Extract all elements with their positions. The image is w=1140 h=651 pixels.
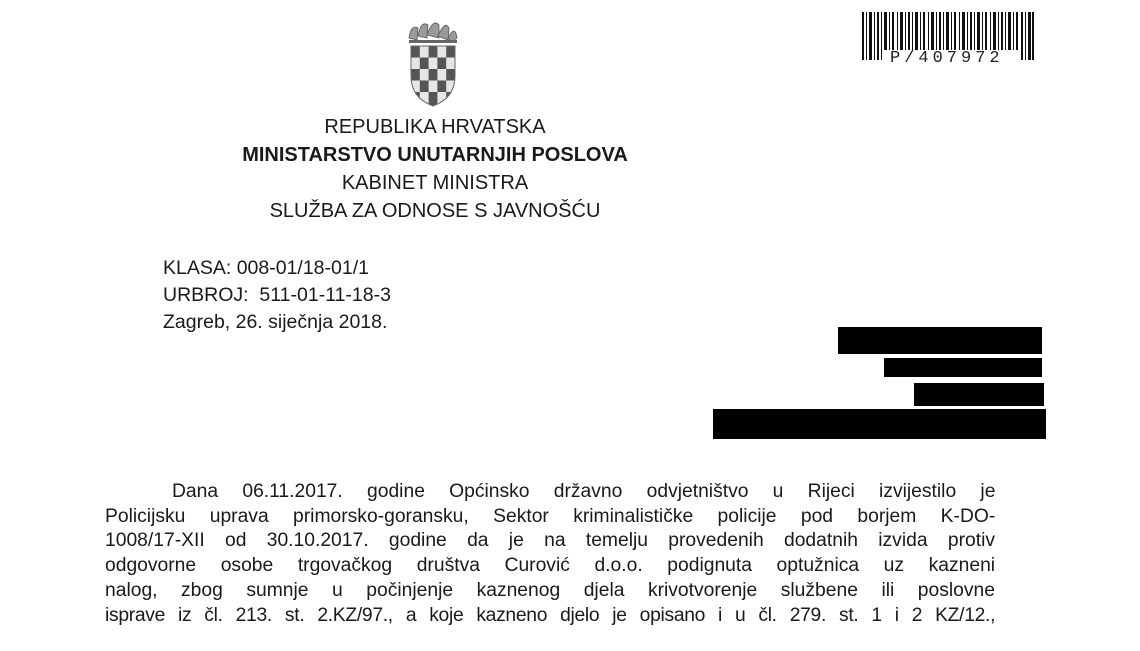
body-line: isprave iz čl. 213. st. 2.KZ/97., a koje kazneno djelo je opisano i u čl. 279. st. 1 i 2 KZ/12., xyxy=(105,604,996,626)
letterhead xyxy=(0,113,870,225)
redaction-bar xyxy=(884,358,1042,377)
header-country: REPUBLIKA HRVATSKA xyxy=(324,116,546,138)
barcode-number: P/407972 xyxy=(890,49,1004,68)
barcode xyxy=(862,8,1034,68)
date-place: Zagreb, 26. siječnja 2018. xyxy=(163,311,388,333)
body-paragraph xyxy=(105,480,995,628)
body-line: Dana 06.11.2017. godine Općinsko državno odvjetništvo u Rijeci izvijestilo je xyxy=(172,481,996,502)
body-line: Policijsku uprava primorsko-goransku, Sektor kriminalističke policije pod borjem K-DO- xyxy=(105,505,996,527)
redaction-bar xyxy=(713,409,1046,439)
redaction-bar xyxy=(838,327,1042,354)
redaction-bar xyxy=(914,383,1044,406)
body-line: nalog, zbog sumnje u počinjenje kaznenog djela krivotvorenje službene ili poslovne xyxy=(105,579,995,601)
coat-of-arms-icon xyxy=(405,18,461,108)
header-cabinet: KABINET MINISTRA xyxy=(341,172,529,194)
body-line: odgovorne osobe trgovačkog društva Curović d.o.o. podignuta optužnica uz kazneni xyxy=(105,555,996,577)
klasa: KLASA: 008-01/18-01/1 xyxy=(163,257,369,279)
urbroj: URBROJ: 511-01-11-18-3 xyxy=(163,284,391,306)
header-ministry: MINISTARSTVO UNUTARNJIH POSLOVA xyxy=(242,144,628,166)
document-meta xyxy=(163,255,391,336)
header-service: SLUŽBA ZA ODNOSE S JAVNOŠĆU xyxy=(269,200,601,222)
body-line: 1008/17-XII od 30.10.2017. godine da je na temelju provedenih dodatnih izvida protiv xyxy=(105,530,995,552)
